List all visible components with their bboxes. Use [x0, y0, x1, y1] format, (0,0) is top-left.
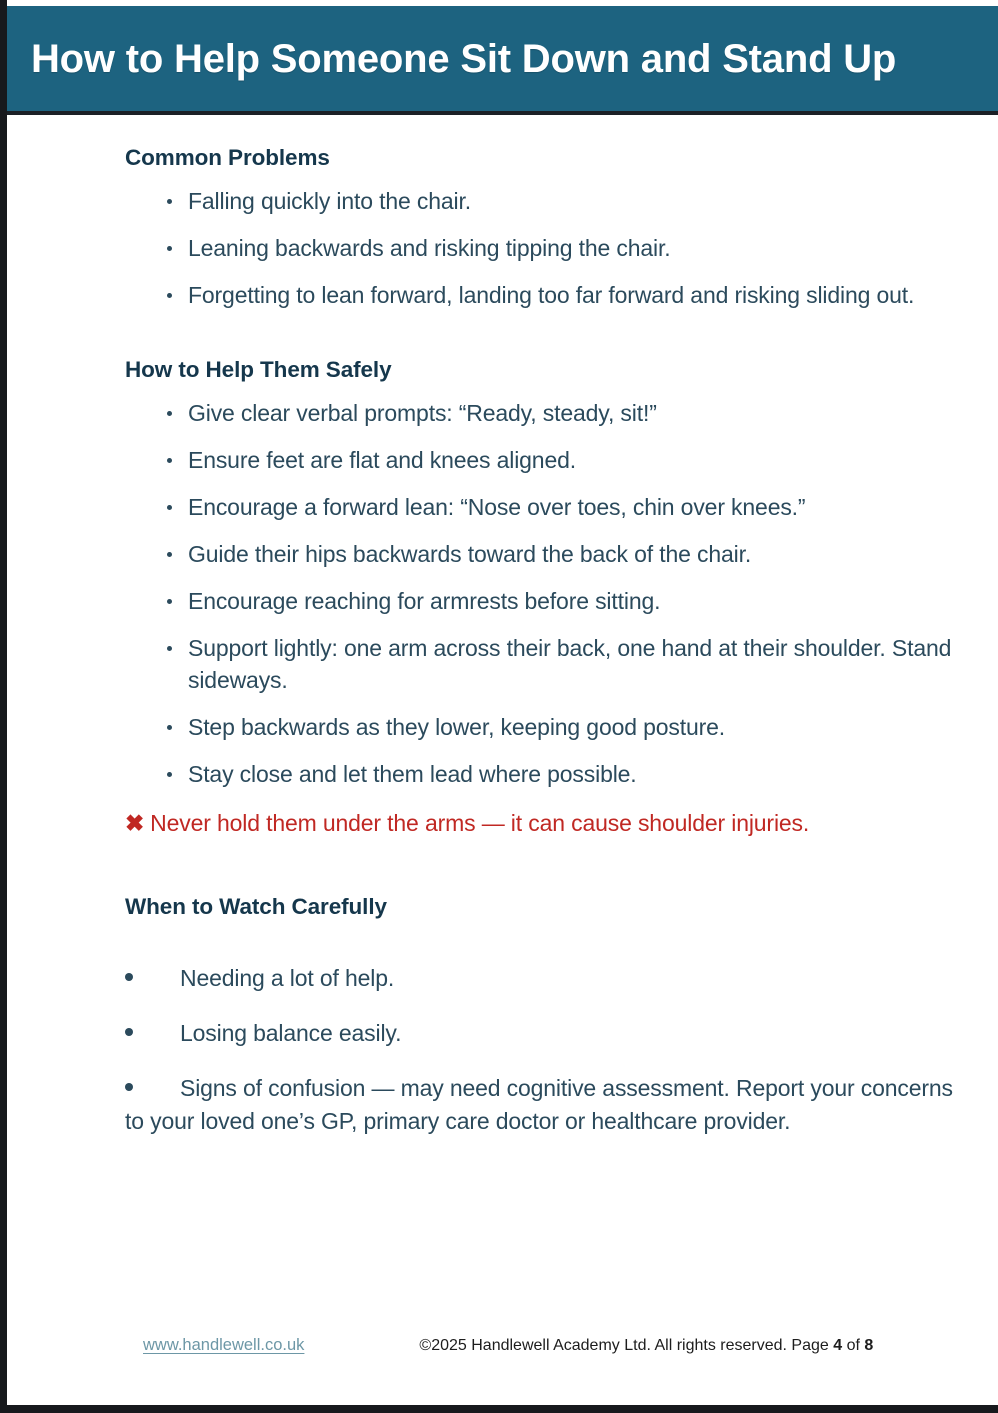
list-item: Stay close and let them lead where possible.: [125, 758, 958, 790]
list-item: Encourage reaching for armrests before sitting.: [125, 585, 958, 617]
list-item-text: Needing a lot of help.: [180, 965, 395, 991]
list-item: Guide their hips backwards toward the back of the chair.: [125, 538, 958, 570]
document-body: [7, 118, 998, 1405]
bullet-icon: [125, 973, 133, 981]
website-link[interactable]: www.handlewell.co.uk: [143, 1336, 305, 1354]
list-item: Falling quickly into the chair.: [125, 185, 958, 217]
section-heading-when-to-watch-carefully: When to Watch Carefully: [125, 894, 387, 919]
list-item: Encourage a forward lean: “Nose over toes, chin over knees.”: [125, 491, 958, 523]
list-item-text: Signs of confusion — may need cognitive assessment. Report your concerns to your loved one’s GP, primary care doctor or healthcare provider.: [125, 1075, 953, 1134]
page-separator: of: [842, 1337, 865, 1354]
list-item: Ensure feet are flat and knees aligned.: [125, 444, 958, 476]
list-item: Support lightly: one arm across their back, one hand at their shoulder. Stand sideways.: [125, 632, 958, 696]
bullet-icon: [125, 1028, 133, 1036]
warning-callout: [125, 807, 958, 840]
section-heading-common-problems: Common Problems: [125, 145, 330, 170]
list-when-to-watch-carefully: [125, 962, 958, 1138]
copyright-text: ©2025 Handlewell Academy Ltd. All rights reserved. Page: [419, 1337, 834, 1354]
copyright-notice: [419, 1337, 873, 1355]
list-common-problems: [125, 185, 958, 311]
list-item: [125, 962, 958, 995]
current-page-number: 4: [833, 1337, 843, 1354]
list-item: Leaning backwards and risking tipping the chair.: [125, 232, 958, 264]
red-x-icon: ✖: [125, 810, 145, 836]
list-item: Forgetting to lean forward, landing too far forward and risking sliding out.: [125, 279, 958, 311]
total-page-count: 8: [864, 1337, 874, 1354]
page-header-banner: [7, 6, 998, 111]
page-footer: [7, 1336, 998, 1355]
list-item-text: Losing balance easily.: [180, 1020, 402, 1046]
list-how-to-help-safely: [125, 397, 958, 790]
warning-text: Never hold them under the arms — it can cause shoulder injuries.: [150, 810, 810, 836]
list-item: [125, 1017, 958, 1050]
bullet-icon: [125, 1083, 133, 1091]
page-title: How to Help Someone Sit Down and Stand Up: [31, 36, 897, 81]
list-item: Give clear verbal prompts: “Ready, steady, sit!”: [125, 397, 958, 429]
list-item: Step backwards as they lower, keeping good posture.: [125, 711, 958, 743]
section-heading-how-to-help-safely: How to Help Them Safely: [125, 357, 392, 382]
list-item: [125, 1072, 958, 1138]
